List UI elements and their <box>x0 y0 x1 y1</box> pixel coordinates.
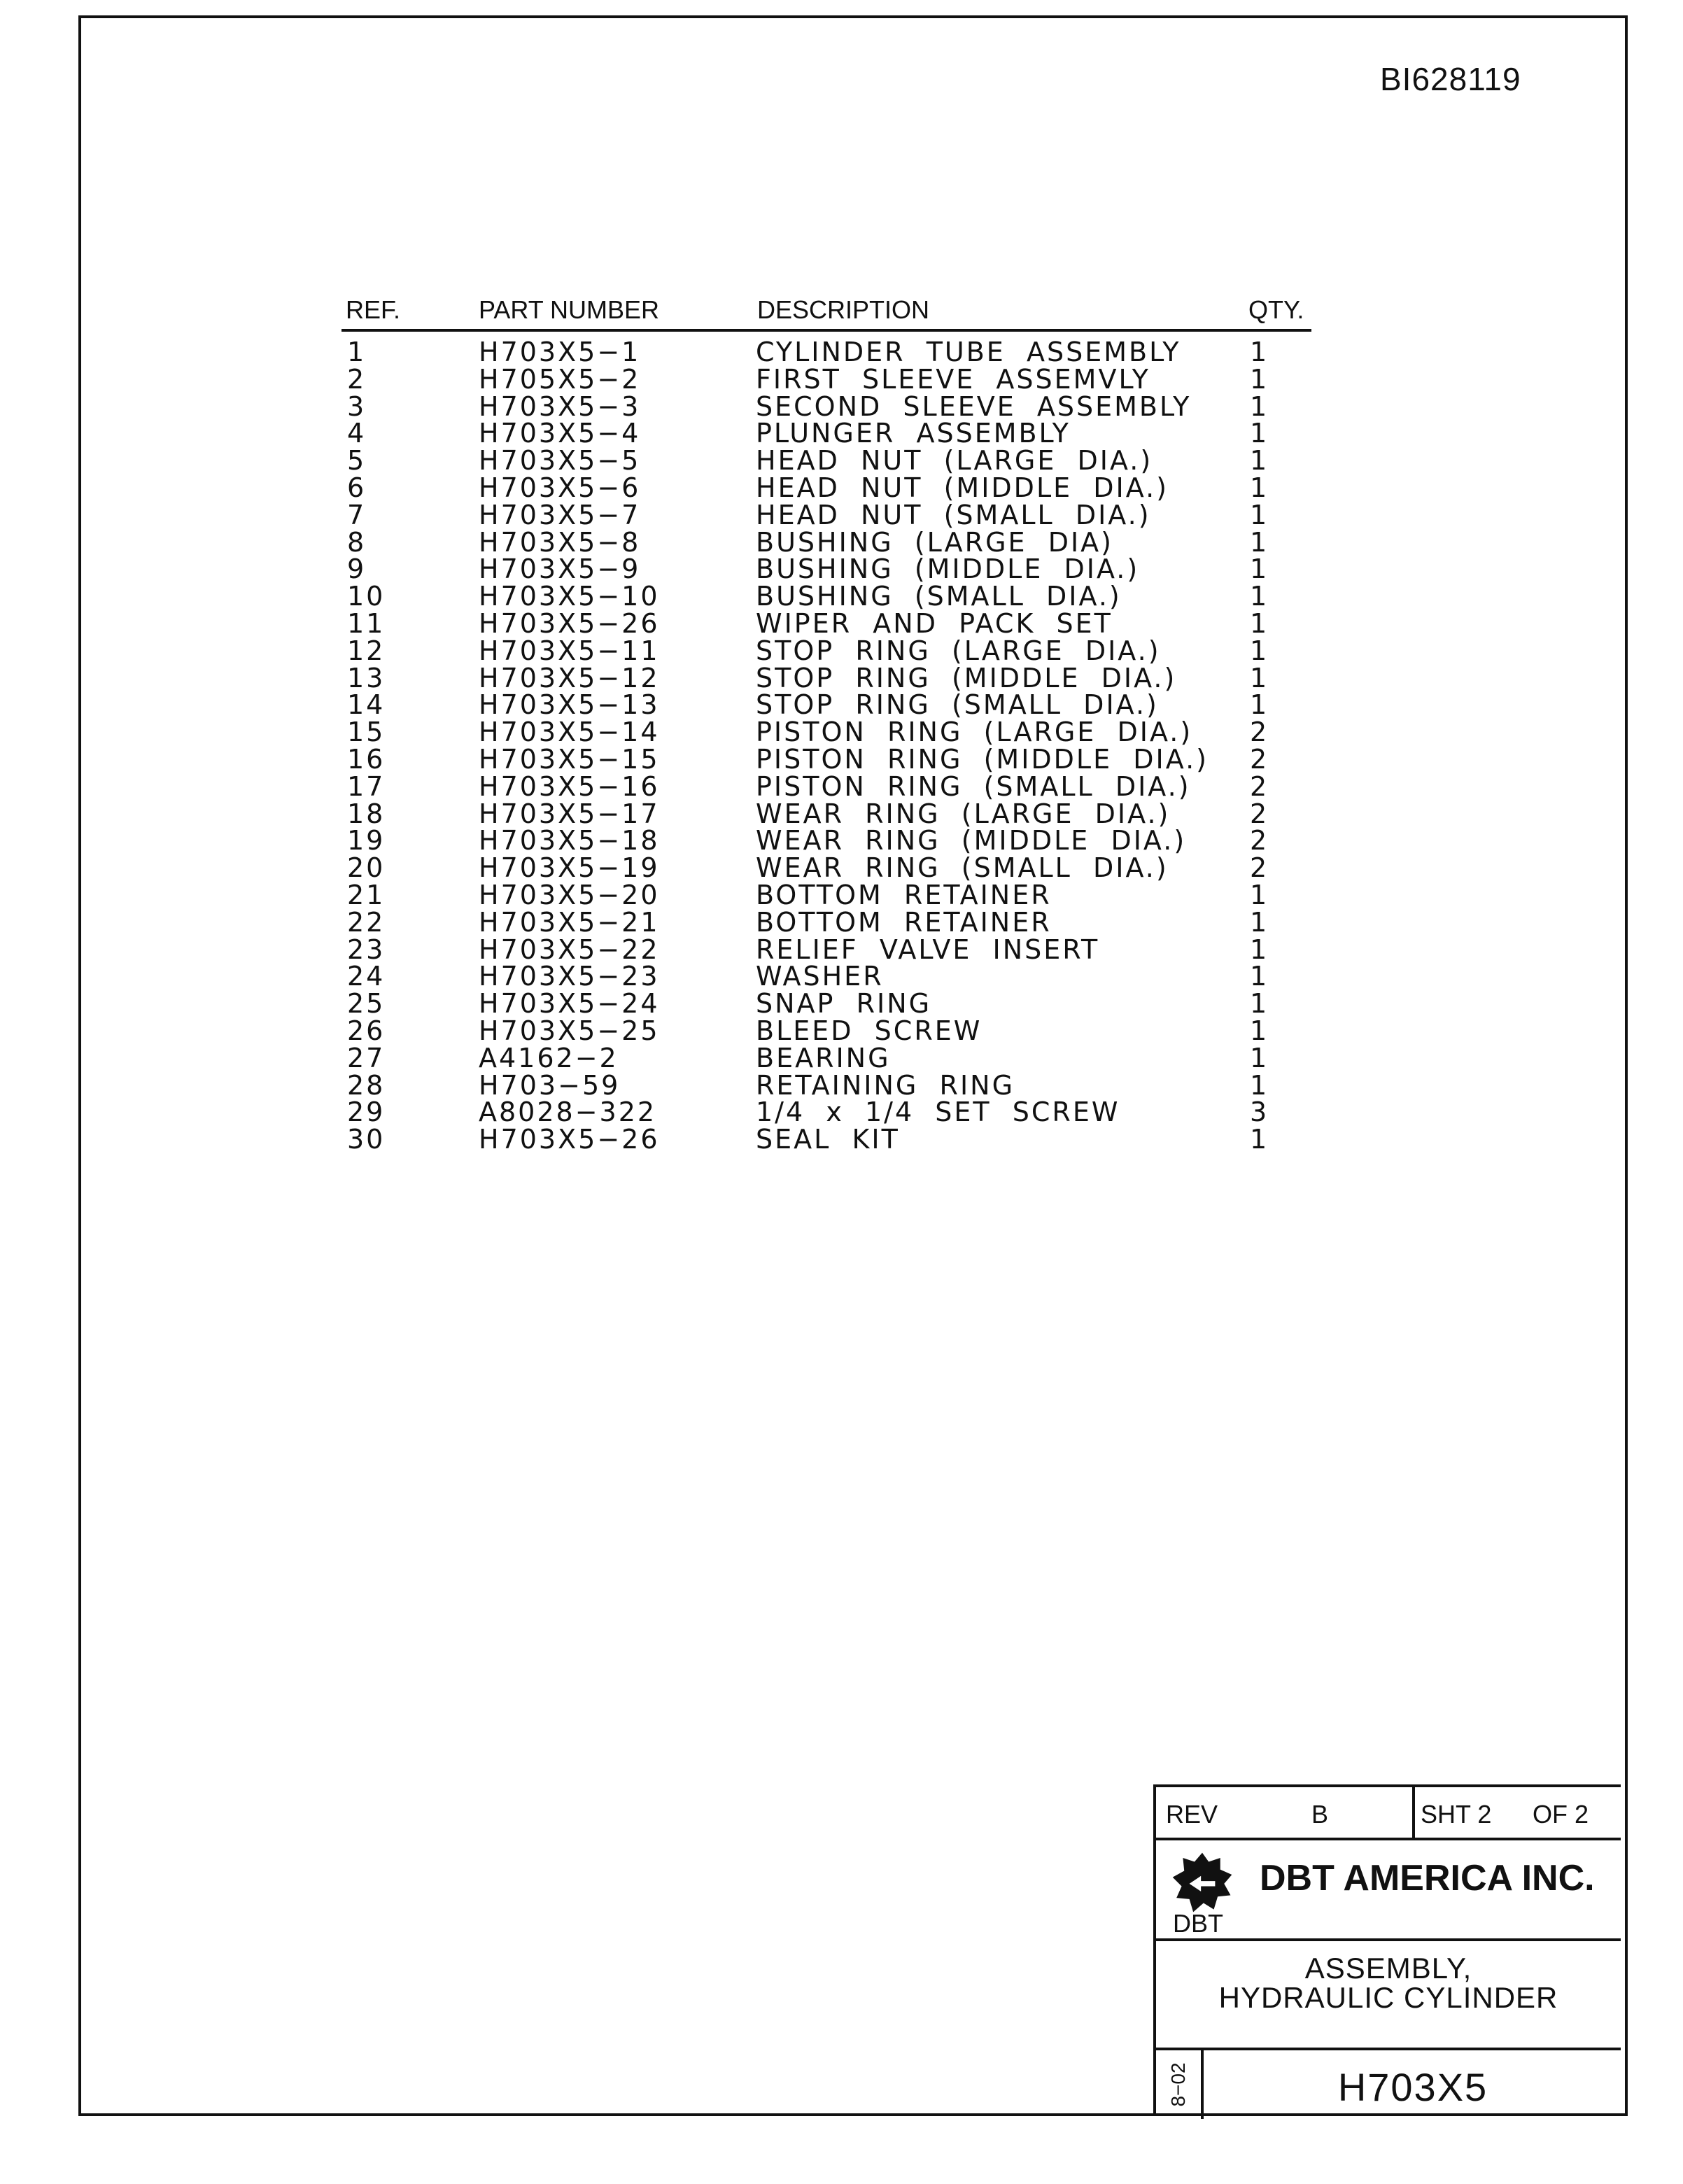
qty-cell: 3 <box>1250 1097 1269 1128</box>
qty-cell: 1 <box>1250 472 1269 503</box>
part-number-cell: H703X5−19 <box>479 852 660 884</box>
sheet-of-label: OF 2 <box>1533 1800 1589 1829</box>
table-row <box>341 770 1311 802</box>
qty-cell: 1 <box>1250 988 1269 1020</box>
table-row <box>341 526 1311 558</box>
description-cell: CYLINDER TUBE ASSEMBLY <box>756 337 1181 367</box>
drawing-date: 8−02 <box>1167 2062 1189 2107</box>
qty-cell: 1 <box>1250 1042 1269 1073</box>
part-number-cell: H703X5−26 <box>479 607 660 639</box>
description-cell: SNAP RING <box>756 988 932 1020</box>
table-row <box>341 1017 1311 1045</box>
qty-cell: 1 <box>1250 390 1269 422</box>
description-cell: 1/4 x 1/4 SET SCREW <box>756 1097 1120 1128</box>
table-row <box>341 854 1311 882</box>
ref-cell: 23 <box>347 934 386 965</box>
part-number-cell: H703X5−17 <box>479 798 660 829</box>
ref-cell: 24 <box>347 961 386 992</box>
qty-cell: 1 <box>1250 363 1269 395</box>
qty-cell: 1 <box>1250 499 1269 530</box>
ref-cell: 30 <box>347 1124 386 1155</box>
description-cell: BOTTOM RETAINER <box>756 879 1052 910</box>
ref-cell: 10 <box>347 581 386 612</box>
header-qty: QTY. <box>1248 295 1304 324</box>
table-row <box>341 1042 1311 1073</box>
table-row <box>341 607 1311 639</box>
parts-list-header <box>341 293 1311 332</box>
part-number-cell: H703X5−20 <box>479 879 660 910</box>
part-number-cell: H703X5−22 <box>479 934 660 965</box>
part-number-cell: H703X5−4 <box>479 418 641 449</box>
table-row <box>341 390 1311 422</box>
table-row <box>341 499 1311 530</box>
date-cell <box>1156 2050 1204 2119</box>
sheet-label: SHT 2 <box>1421 1800 1492 1829</box>
part-number-cell: H703X5−3 <box>479 390 641 422</box>
table-row <box>341 363 1311 395</box>
qty-cell: 1 <box>1250 689 1269 721</box>
table-row <box>341 825 1311 857</box>
qty-cell: 2 <box>1250 743 1269 775</box>
title-line-1: ASSEMBLY, <box>1304 1952 1472 1985</box>
qty-cell: 1 <box>1250 1015 1269 1046</box>
description-cell: RELIEF VALVE INSERT <box>756 934 1100 965</box>
table-row <box>341 662 1311 693</box>
table-row <box>341 936 1311 964</box>
description-cell: WEAR RING (LARGE DIA.) <box>756 798 1171 829</box>
ref-cell: 11 <box>347 607 386 639</box>
qty-cell: 1 <box>1250 554 1269 585</box>
description-cell: PISTON RING (LARGE DIA.) <box>756 717 1193 748</box>
description-cell: STOP RING (LARGE DIA.) <box>756 635 1161 666</box>
qty-cell: 1 <box>1250 607 1269 639</box>
ref-cell: 20 <box>347 852 386 884</box>
company-row <box>1156 1840 1621 1941</box>
part-number-cell: H703X5−16 <box>479 770 660 802</box>
part-number-cell: H703X5−12 <box>479 662 660 693</box>
table-row <box>341 445 1311 477</box>
rev-value: B <box>1311 1800 1329 1829</box>
ref-cell: 4 <box>347 418 367 449</box>
part-number-cell: H705X5−2 <box>479 363 641 395</box>
part-number-cell: A4162−2 <box>479 1042 619 1073</box>
part-number-cell: H703X5−21 <box>479 906 660 938</box>
part-number-cell: H703−59 <box>479 1069 621 1101</box>
title-block <box>1153 1784 1621 2116</box>
description-cell: BOTTOM RETAINER <box>756 906 1052 938</box>
qty-cell: 1 <box>1250 445 1269 477</box>
ref-cell: 29 <box>347 1097 386 1128</box>
table-row <box>341 879 1311 910</box>
drawing-number: H703X5 <box>1337 2065 1488 2109</box>
description-cell: SEAL KIT <box>756 1124 900 1155</box>
ref-cell: 25 <box>347 988 386 1020</box>
ref-cell: 3 <box>347 390 367 422</box>
dbt-logo-icon <box>1170 1850 1234 1915</box>
ref-cell: 13 <box>347 662 386 693</box>
qty-cell: 1 <box>1250 934 1269 965</box>
part-number-cell: H703X5−25 <box>479 1015 660 1046</box>
description-cell: BLEED SCREW <box>756 1015 983 1046</box>
ref-cell: 28 <box>347 1069 386 1101</box>
header-ref: REF. <box>346 295 401 324</box>
part-number-cell: H703X5−11 <box>479 635 660 666</box>
table-row <box>341 637 1311 665</box>
table-row <box>341 691 1311 719</box>
description-cell: RETAINING RING <box>756 1069 1015 1101</box>
ref-cell: 5 <box>347 445 367 477</box>
description-cell: WASHER <box>756 961 884 992</box>
description-cell: STOP RING (MIDDLE DIA.) <box>756 662 1177 693</box>
description-cell: WEAR RING (MIDDLE DIA.) <box>756 825 1187 857</box>
logo-text: DBT <box>1173 1909 1223 1938</box>
ref-cell: 17 <box>347 770 386 802</box>
qty-cell: 2 <box>1250 798 1269 829</box>
table-row <box>341 420 1311 447</box>
qty-cell: 1 <box>1250 662 1269 693</box>
description-cell: HEAD NUT (LARGE DIA.) <box>756 445 1153 477</box>
qty-cell: 1 <box>1250 879 1269 910</box>
parts-list <box>341 293 1311 1153</box>
part-number-cell: H703X5−23 <box>479 961 660 992</box>
part-number-cell: H703X5−7 <box>479 499 641 530</box>
ref-cell: 8 <box>347 526 367 558</box>
part-number-cell: H703X5−1 <box>479 337 641 367</box>
ref-cell: 27 <box>347 1042 386 1073</box>
drawing-number-row <box>1156 2050 1621 2119</box>
revision-row <box>1156 1787 1621 1840</box>
description-cell: PLUNGER ASSEMBLY <box>756 418 1071 449</box>
table-row <box>341 963 1311 990</box>
part-number-cell: H703X5−26 <box>479 1124 660 1155</box>
part-number-cell: H703X5−15 <box>479 743 660 775</box>
drawing-title <box>1156 1941 1621 2050</box>
table-row <box>341 988 1311 1020</box>
qty-cell: 1 <box>1250 526 1269 558</box>
description-cell: BUSHING (MIDDLE DIA.) <box>756 554 1140 585</box>
description-cell: WEAR RING (SMALL DIA.) <box>756 852 1169 884</box>
part-number-cell: A8028−322 <box>479 1097 657 1128</box>
ref-cell: 6 <box>347 472 367 503</box>
table-row <box>341 1126 1311 1153</box>
qty-cell: 2 <box>1250 717 1269 748</box>
table-row <box>341 556 1311 583</box>
ref-cell: 26 <box>347 1015 386 1046</box>
table-row <box>341 798 1311 829</box>
part-number-cell: H703X5−10 <box>479 581 660 612</box>
table-row <box>341 583 1311 610</box>
table-row <box>341 339 1311 366</box>
description-cell: SECOND SLEEVE ASSEMBLY <box>756 390 1192 422</box>
ref-cell: 9 <box>347 554 367 585</box>
ref-cell: 16 <box>347 743 386 775</box>
description-cell: BUSHING (SMALL DIA.) <box>756 581 1122 612</box>
header-part-number: PART NUMBER <box>479 295 660 324</box>
table-row <box>341 906 1311 938</box>
ref-cell: 22 <box>347 906 386 938</box>
part-number-cell: H703X5−5 <box>479 445 641 477</box>
description-cell: WIPER AND PACK SET <box>756 607 1113 639</box>
qty-cell: 1 <box>1250 337 1269 367</box>
company-name: DBT AMERICA INC. <box>1260 1858 1595 1898</box>
description-cell: FIRST SLEEVE ASSEMVLY <box>756 363 1150 395</box>
qty-cell: 2 <box>1250 825 1269 857</box>
table-row <box>341 474 1311 502</box>
table-row <box>341 743 1311 775</box>
part-number-cell: H703X5−24 <box>479 988 660 1020</box>
document-number: BI628119 <box>1380 61 1521 97</box>
qty-cell: 2 <box>1250 852 1269 884</box>
title-line-2: HYDRAULIC CYLINDER <box>1218 1981 1558 2014</box>
qty-cell: 1 <box>1250 418 1269 449</box>
ref-cell: 18 <box>347 798 386 829</box>
part-number-cell: H703X5−6 <box>479 472 641 503</box>
ref-cell: 2 <box>347 363 367 395</box>
ref-cell: 12 <box>347 635 386 666</box>
description-cell: HEAD NUT (SMALL DIA.) <box>756 499 1151 530</box>
description-cell: HEAD NUT (MIDDLE DIA.) <box>756 472 1169 503</box>
qty-cell: 1 <box>1250 961 1269 992</box>
ref-cell: 19 <box>347 825 386 857</box>
ref-cell: 7 <box>347 499 367 530</box>
rev-divider <box>1412 1787 1415 1838</box>
table-row <box>341 719 1311 746</box>
ref-cell: 14 <box>347 689 386 721</box>
qty-cell: 1 <box>1250 1069 1269 1101</box>
qty-cell: 1 <box>1250 1124 1269 1155</box>
description-cell: PISTON RING (SMALL DIA.) <box>756 770 1191 802</box>
rev-label: REV <box>1166 1800 1218 1829</box>
part-number-cell: H703X5−14 <box>479 717 660 748</box>
ref-cell: 1 <box>347 337 367 367</box>
part-number-cell: H703X5−13 <box>479 689 660 721</box>
qty-cell: 2 <box>1250 770 1269 802</box>
qty-cell: 1 <box>1250 906 1269 938</box>
ref-cell: 15 <box>347 717 386 748</box>
part-number-cell: H703X5−9 <box>479 554 641 585</box>
header-description: DESCRIPTION <box>757 295 930 324</box>
table-row <box>341 1069 1311 1101</box>
part-number-cell: H703X5−8 <box>479 526 641 558</box>
description-cell: STOP RING (SMALL DIA.) <box>756 689 1159 721</box>
ref-cell: 21 <box>347 879 386 910</box>
table-row <box>341 1099 1311 1126</box>
description-cell: BUSHING (LARGE DIA) <box>756 526 1113 558</box>
description-cell: PISTON RING (MIDDLE DIA.) <box>756 743 1209 775</box>
qty-cell: 1 <box>1250 581 1269 612</box>
part-number-cell: H703X5−18 <box>479 825 660 857</box>
qty-cell: 1 <box>1250 635 1269 666</box>
parts-list-rows <box>341 332 1311 1153</box>
description-cell: BEARING <box>756 1042 891 1073</box>
